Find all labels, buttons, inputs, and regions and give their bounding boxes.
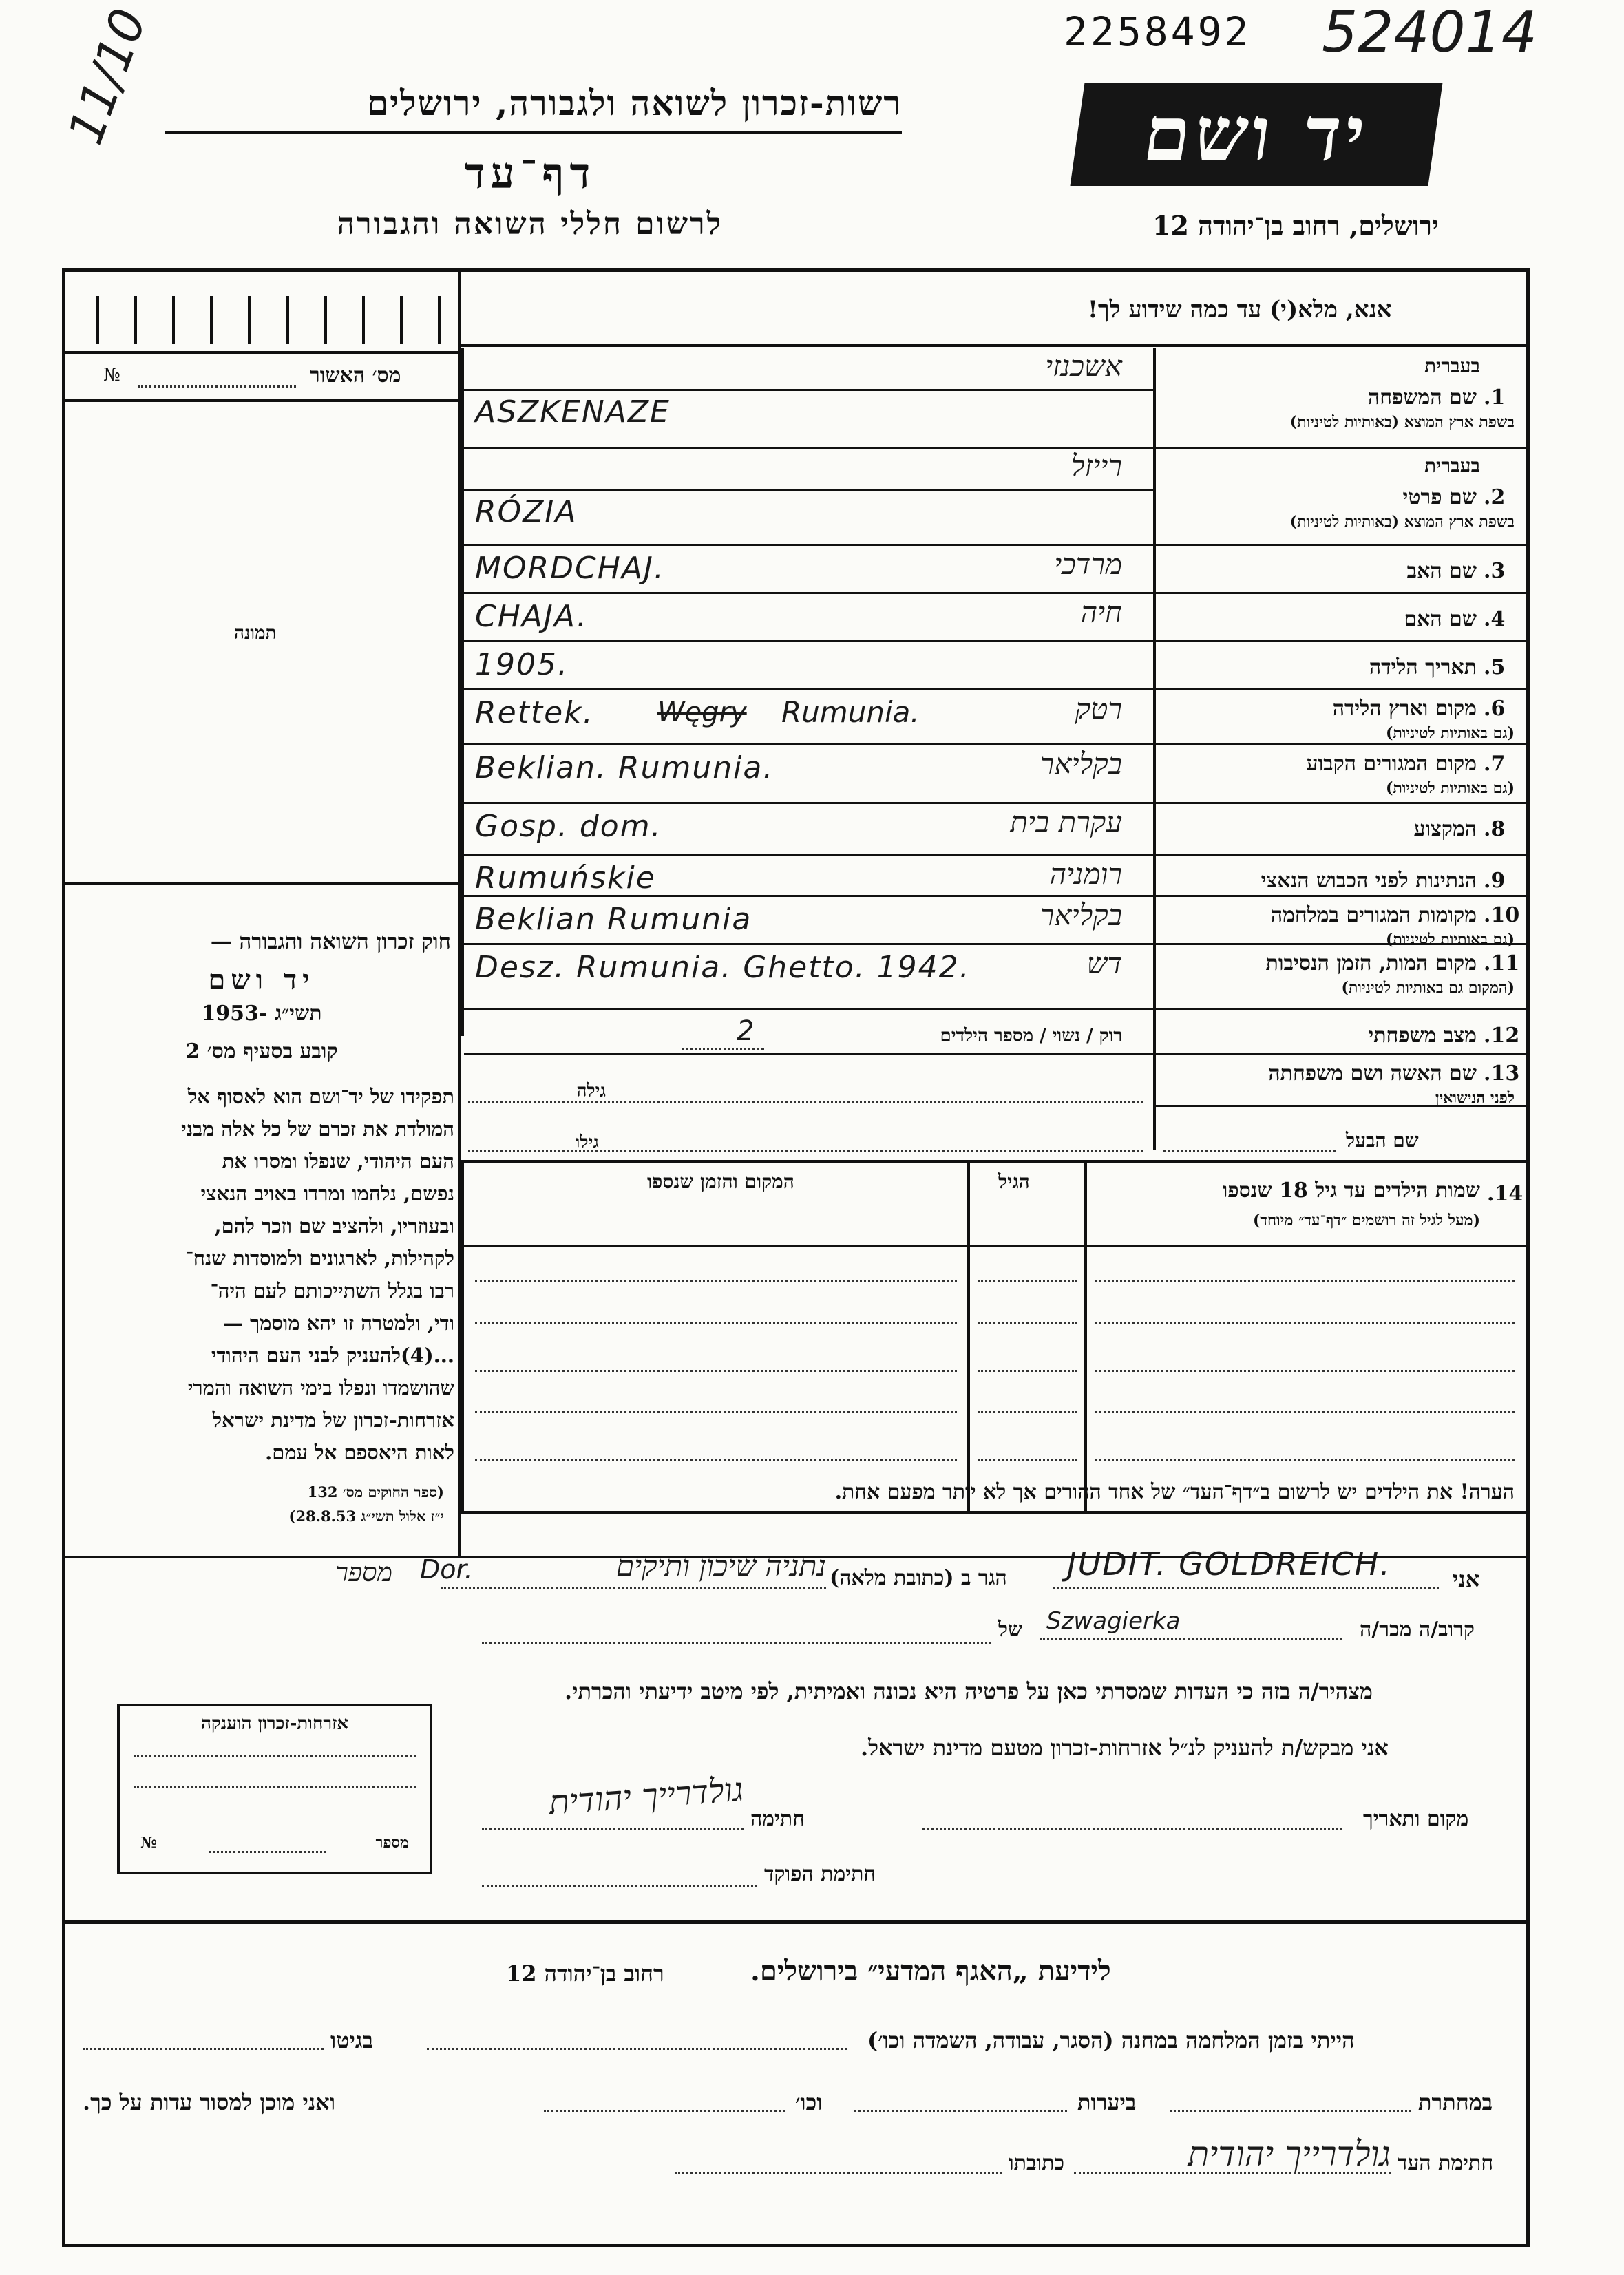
law-text-line: ודי, ולמטרה זו יהא מוסמך — <box>222 1311 454 1335</box>
approval-label: מס׳ האשור <box>310 363 401 388</box>
children-row-line <box>1095 1411 1515 1413</box>
address-number: מספר <box>335 1557 392 1587</box>
note-top-line <box>461 1511 1528 1514</box>
field-label: המקצוע <box>1413 817 1477 841</box>
children-label: שמות הילדים עד גיל 18 שנספו <box>1222 1178 1480 1203</box>
field-row-line <box>1156 895 1528 897</box>
ghetto-label: בגיטו <box>330 2027 373 2053</box>
field-row-line <box>1156 544 1528 546</box>
answer-line <box>464 854 1153 856</box>
logo-text: יד ושם <box>1138 91 1375 178</box>
field-hebrew-value: בקליאר <box>1040 747 1122 781</box>
law-text-line: המולדת את זכרם של כל אלה מבני <box>181 1117 454 1141</box>
bottom-title: לידיעת „האגף המדעי״ בירושלים. <box>750 1955 1111 1987</box>
children-sub: (מעל לגיל זה רושמים ״דף־עד״ מיוחד) <box>1252 1211 1480 1229</box>
photo-label: תמונה <box>234 623 277 644</box>
etc-label: וכו׳ <box>795 2089 823 2115</box>
signature-label: חתימה <box>750 1807 805 1831</box>
field-latin-value: 1905. <box>475 647 569 682</box>
law-text-line: תפקידו של יד־ושם הוא לאסוף אל <box>187 1085 454 1108</box>
official-sig-field <box>482 1885 757 1887</box>
request-text: אנא, מלא(י) עד כמה שידוע לך! <box>1088 296 1392 324</box>
field-latin-value: RÓZIA <box>475 494 578 529</box>
field-label: שם האב <box>1406 559 1477 583</box>
answer-line <box>464 544 1153 546</box>
children-col-age: הגיל <box>998 1170 1030 1193</box>
field-label: הנתינות לפני הכבוש הנאצי <box>1261 869 1477 893</box>
spouse-line-1 <box>468 1101 1143 1103</box>
forests-label: ביערות <box>1077 2089 1137 2115</box>
stamp-number: מספר <box>375 1834 409 1852</box>
field-latin-value: Gosp. dom. <box>475 809 662 844</box>
forests-field <box>854 2110 1067 2112</box>
law-text-line: לאות היאספם אל עמם. <box>265 1441 454 1464</box>
field-label: מקום המות, הזמן הנסיבות <box>1265 951 1477 975</box>
field-latin-value: MORDCHAJ. <box>475 551 665 586</box>
declarant-name-field <box>1053 1587 1439 1589</box>
law-name: יד ושם <box>208 964 315 996</box>
answer-line <box>464 802 1153 804</box>
stamp-number-line <box>209 1851 326 1853</box>
field-hebrew-value: מרדכי <box>1054 547 1122 581</box>
stamp-no: № <box>140 1834 157 1852</box>
ready-label: ואני מוכן למסור עדות על כך. <box>83 2089 336 2115</box>
relative-field <box>1040 1638 1342 1640</box>
answer-mid-line <box>464 489 1153 491</box>
request-line <box>461 344 1528 347</box>
field-label: תאריך הלידה <box>1369 655 1477 679</box>
field-latin-value: Desz. Rumunia. Ghetto. 1942. <box>475 950 971 985</box>
children-count: 2 <box>737 1015 755 1047</box>
husband-field <box>1163 1150 1336 1152</box>
answer-line <box>464 943 1153 945</box>
residing-label: הגר ב (כתובת מלאה) <box>830 1566 1007 1590</box>
approval-field <box>138 385 296 388</box>
law-title: חוק זכרון השואה והגבורה — <box>210 929 451 954</box>
children-col-divider-2 <box>1084 1160 1087 1511</box>
field-row-line <box>1156 1008 1528 1010</box>
tally-box <box>96 296 441 344</box>
address-field <box>441 1587 826 1589</box>
field-label: שם פרטי <box>1402 485 1477 509</box>
field-latin-value: ASZKENAZE <box>475 394 671 430</box>
answer-line <box>464 743 1153 745</box>
stamp-line-1 <box>134 1755 416 1757</box>
left-top-line <box>65 351 458 354</box>
children-top-line <box>461 1160 1528 1163</box>
law-text-line: אזרחות-זכרון של מדינת ישראל <box>212 1408 454 1432</box>
institution-name: רשות-זכרון לשואה ולגבורה, ירושלים <box>366 83 902 123</box>
law-clause: קובע בסעיף מס׳ 2 <box>185 1039 338 1064</box>
field-label: שם האשה ושם משפחתה <box>1268 1061 1477 1086</box>
law-source-2: י״ז אלול תשי״ג 28.8.53) <box>288 1507 444 1525</box>
relation-field <box>482 1642 991 1644</box>
children-row-line <box>475 1370 957 1372</box>
field-latin-value: Rumuńskie <box>475 860 656 896</box>
field-sublabel: (גם באותיות לטיניות) <box>1385 779 1515 797</box>
place-date-field <box>922 1828 1342 1830</box>
field-latin-value: Rettek. <box>475 695 594 730</box>
field-row-line <box>1156 854 1528 856</box>
field-label: מקום וארץ הלידה <box>1332 697 1477 721</box>
field-row-line <box>1156 688 1528 690</box>
address: ירושלים, רחוב בן־יהודה 12 <box>1152 210 1439 241</box>
underground-field <box>1170 2110 1411 2112</box>
field-label: מצב משפחתי <box>1368 1024 1477 1048</box>
witness-sig-value: גולדרייך יהודית <box>1188 2134 1391 2174</box>
children-row-line <box>475 1411 957 1413</box>
field-hebrew-value: דש <box>1086 946 1122 980</box>
field-hebrew-value: עקרת בית <box>1010 805 1122 839</box>
children-row-line <box>978 1370 1077 1372</box>
children-row-line <box>475 1459 957 1461</box>
field-number: 9. <box>1484 869 1506 893</box>
law-text <box>72 1081 454 1469</box>
field-latin-value-2: Rumunia. <box>781 695 920 729</box>
witness-address-label: כתובתו <box>1009 2151 1065 2175</box>
law-text-line: העם היהודי, שנפלו ומסרו את <box>222 1150 454 1173</box>
stamp-line-2 <box>134 1786 416 1788</box>
field-number: 8. <box>1484 817 1506 841</box>
bottom-section-line <box>65 1920 1528 1924</box>
field-hebrew-tag: בעברית <box>1424 355 1480 377</box>
answer-line <box>464 640 1153 642</box>
answer-line <box>464 1053 1153 1055</box>
field-hebrew-value: רייזל <box>1071 449 1122 483</box>
field-label: מקום המגורים הקבוע <box>1306 752 1477 776</box>
field-latin-value: Beklian. Rumunia. <box>475 750 774 785</box>
institution-underline <box>165 131 902 134</box>
children-col-place: המקום והזמן שנספו <box>647 1170 794 1193</box>
field-hebrew-value: חיה <box>1080 595 1122 629</box>
children-col-divider-1 <box>967 1160 970 1511</box>
children-row-line <box>1095 1280 1515 1282</box>
answer-mid-line <box>464 389 1153 391</box>
children-header-line <box>461 1245 1528 1247</box>
husband-label: שם הבעל <box>1346 1129 1419 1152</box>
of-label: של <box>998 1618 1023 1642</box>
etc-field <box>544 2110 785 2112</box>
field-number: 12. <box>1484 1024 1520 1048</box>
field-hebrew-tag: בעברית <box>1424 454 1480 477</box>
handwritten-number: 524014 <box>1322 0 1538 65</box>
law-text-line: ובעוזריו, ולהציב שם וזכר להם, <box>214 1214 454 1238</box>
field-number: 11. <box>1484 951 1520 975</box>
field-number: 10. <box>1484 903 1520 927</box>
field-row-line <box>1156 592 1528 594</box>
camp-field <box>427 2048 847 2050</box>
law-year: תשי״ג -1953 <box>201 1002 322 1026</box>
answer-line <box>464 1008 1153 1010</box>
children-row-line <box>475 1322 957 1324</box>
field-sublabel: בשפת ארץ המוצא (באותיות לטיניות) <box>1289 513 1515 531</box>
field-sublabel: בשפת ארץ המוצא (באותיות לטיניות) <box>1289 413 1515 431</box>
field-number: 5. <box>1484 655 1506 679</box>
declarant-name: JUDIT. GOLDREICH. <box>1067 1545 1391 1583</box>
approval-no: № <box>103 365 120 385</box>
field-row-line <box>1156 1053 1528 1055</box>
field-hebrew-value: אשכנזי <box>1045 349 1122 383</box>
answer-line <box>464 688 1153 690</box>
corner-handwriting: 11/10 <box>56 1 158 151</box>
field-number: 1. <box>1484 385 1506 410</box>
labels-divider <box>1153 348 1156 1150</box>
relation-value: Szwagierka <box>1046 1607 1181 1635</box>
law-source-1: (ספר החוקים מס׳ 132 <box>307 1483 444 1501</box>
witness-sig-label: חתימת העד <box>1398 2151 1494 2175</box>
children-row-line <box>1095 1322 1515 1324</box>
children-row-line <box>978 1322 1077 1324</box>
field-latin-value: CHAJA. <box>475 599 588 634</box>
field-hebrew-value: בקליאר <box>1040 898 1122 932</box>
archive-number: 2258492 <box>1064 8 1252 55</box>
signature-field <box>482 1828 744 1830</box>
law-text-line: ...(4)להעניק לבני העם היהודי <box>211 1344 454 1367</box>
field-sublabel: (גם באותיות לטיניות) <box>1385 724 1515 742</box>
marital-options: רוק / נשוי / מספר הילדים <box>940 1026 1122 1046</box>
photo-bottom-line <box>65 882 458 885</box>
spouse-label-f: גילה <box>576 1081 606 1101</box>
underground-label: במחתרת <box>1418 2089 1493 2115</box>
signature-value: גולדרייך יהודית <box>547 1770 745 1823</box>
children-row-line <box>978 1280 1077 1282</box>
field-number: 4. <box>1484 607 1506 631</box>
answer-line <box>464 592 1153 594</box>
declaration-text: מצהיר/ה בזה כי העדות שמסרתי כאן על פרטיה היא נכונה ואמיתית, לפי מיטב ידיעתי והכרתי. <box>565 1678 1373 1704</box>
ghetto-field <box>83 2048 324 2050</box>
answers-left-border <box>461 348 464 1036</box>
spouse-line-2 <box>468 1150 1143 1152</box>
field-label: מקומות המגורים במלחמה <box>1270 903 1477 927</box>
children-count-field <box>682 1048 764 1050</box>
field-row-line <box>1156 802 1528 804</box>
bottom-line1: הייתי בזמן המלחמה במחנה (הסגר, עבודה, השמדה וכו׳) <box>867 2027 1355 2053</box>
field-sublabel: (המקום גם באותיות לטיניות) <box>1341 979 1515 997</box>
field-label: שם האם <box>1404 607 1477 631</box>
field-latin-value: Beklian Rumunia <box>475 902 752 937</box>
address-he: נתניה שיכון ותיקים <box>615 1549 826 1583</box>
note-text: הערה! את הילדים יש לרשום ב״דף־העד״ של אחד ההורים אך לא יותר מפעם אחת. <box>834 1480 1515 1504</box>
children-left-border <box>461 1160 464 1511</box>
witness-address-field <box>675 2172 1002 2174</box>
field-sublabel: (גם באותיות לטיניות) <box>1385 931 1515 949</box>
law-text-line: לקהילות, לארגונים ולמוסדות שנח־ <box>185 1247 454 1270</box>
children-row-line <box>1095 1459 1515 1461</box>
form-subtitle: לרשום חללי השואה והגבורה <box>337 207 724 242</box>
field-hebrew-value: רומניה <box>1049 857 1122 891</box>
approval-line <box>65 399 458 402</box>
field-hebrew-value: רטק <box>1075 692 1122 726</box>
children-row-line <box>1095 1370 1515 1372</box>
law-text-line: נפשם, נלחמו ומרדו באויב הנאצי <box>200 1182 454 1205</box>
field-struck-value: Węgry <box>657 697 747 728</box>
address-latin: Dor. <box>420 1554 473 1585</box>
children-row-line <box>978 1459 1077 1461</box>
field-row-line <box>1156 743 1528 745</box>
field-number: 7. <box>1484 752 1506 776</box>
children-row-line <box>978 1411 1077 1413</box>
ani-label: אני <box>1453 1566 1480 1592</box>
relative-label: קרוב/ה מכר/ה <box>1360 1618 1475 1642</box>
field-row-line <box>1156 447 1528 449</box>
spouse-label-m: גילו <box>575 1132 599 1153</box>
children-num: 14. <box>1487 1182 1523 1206</box>
stamp-title: אזרחות-זכרון הוענקה <box>200 1713 349 1734</box>
field-number: 6. <box>1484 697 1506 721</box>
stamp-box <box>117 1704 432 1874</box>
place-date-label: מקום ותאריך <box>1363 1807 1469 1831</box>
official-sig-label: חתימת הפוקד <box>764 1862 876 1886</box>
field-sublabel: לפני הנישואין <box>1435 1089 1515 1107</box>
field-number: 2. <box>1484 485 1506 509</box>
field-number: 13. <box>1484 1061 1520 1086</box>
request-line-text: אני מבקש/ת להעניק לנ״ל אזרחות-זכרון מטעם מדינת ישראל. <box>861 1735 1389 1761</box>
law-text-line: שהושמדו ונפלו בימי השואה והמרי <box>187 1376 454 1399</box>
form-title: דף־עד <box>464 148 596 198</box>
logo <box>1070 83 1442 186</box>
bottom-address: רחוב בן־יהודה 12 <box>506 1960 664 1987</box>
children-row-line <box>475 1280 957 1282</box>
field-number: 3. <box>1484 559 1506 583</box>
field-label: שם המשפחה <box>1367 385 1477 410</box>
law-text-line: רבו בגלל השתייכותם לעם היה־ <box>210 1279 454 1302</box>
field-row-line <box>1156 640 1528 642</box>
